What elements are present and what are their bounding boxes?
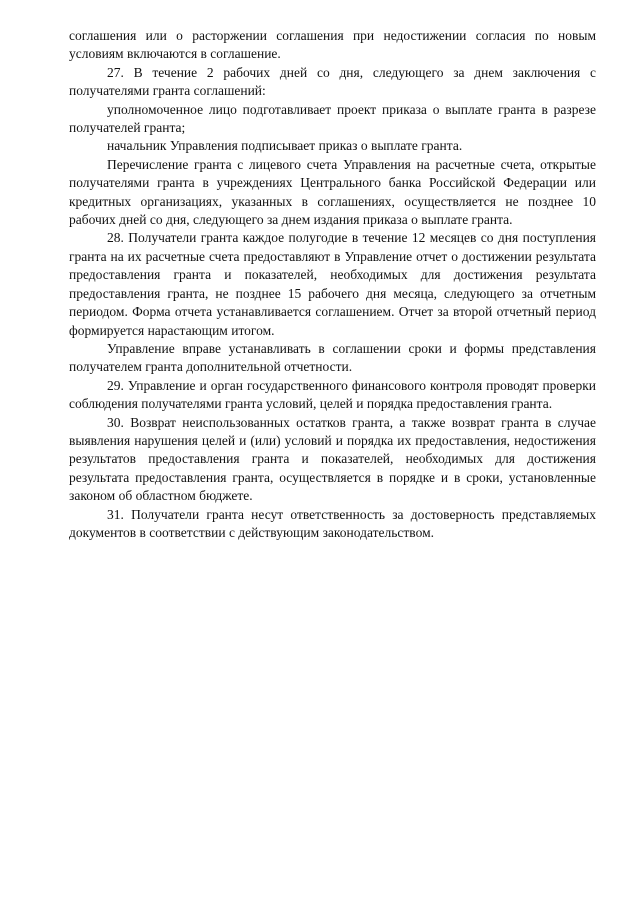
paragraph-31: 31. Получатели гранта несут ответственность за достоверность представляемых документов в соответствии с действующим законодательством.	[69, 506, 596, 540]
paragraph-27: 27. В течение 2 рабочих дней со дня, следующего за днем заключения с получателями гранта соглашений:	[69, 64, 596, 99]
paragraph-continuation: соглашения или о расторжении соглашения при недостижении согласия по новым условиям включаются в соглашение.	[69, 28, 596, 62]
paragraph-27-draft-order: уполномоченное лицо подготавливает проект приказа о выплате гранта в разрезе получателей гранта;	[69, 101, 596, 136]
paragraph-27-sign-order: начальник Управления подписывает приказ о выплате гранта.	[107, 138, 463, 154]
paragraph-29: 29. Управление и орган государственного финансового контроля проводят проверки соблюдения получателями гранта условий, целей и порядка предоставления гранта.	[69, 377, 596, 412]
paragraph-30: 30. Возврат неиспользованных остатков гранта, а также возврат гранта в случае выявления нарушения целей и (или) условий и порядка их предоставления, недостижения результатов предоставления гранта и показателей, необходимых для достижения результата предоставления гранта, осуществляется в порядке и в сроки, установленные законом об областном бюджете.	[69, 414, 596, 504]
paragraph-28: 28. Получатели гранта каждое полугодие в течение 12 месяцев со дня поступления гранта на их расчетные счета предоставляют в Управление отчет о достижении результата предоставления гранта и показателей, необходимых для достижения результата предоставления гранта, не позднее 15 рабочего дня месяца, следующего за отчетным периодом. Форма отчета устанавливается соглашением. Отчет за второй отчетный период формируется нарастающим итогом.	[69, 230, 596, 338]
document-page	[69, 27, 596, 542]
paragraph-27-transfer: Перечисление гранта с лицевого счета Управления на расчетные счета, открытые получателями гранта в учреждениях Центрального банка Российской Федерации или кредитных организациях, указанных в соглашениях, осуществляется не позднее 10 рабочих дней со дня, следующего за днем издания приказа о выплате гранта.	[69, 156, 596, 228]
paragraph-28-additional-reporting: Управление вправе устанавливать в соглашении сроки и формы представления получателем гранта дополнительной отчетности.	[69, 340, 596, 375]
